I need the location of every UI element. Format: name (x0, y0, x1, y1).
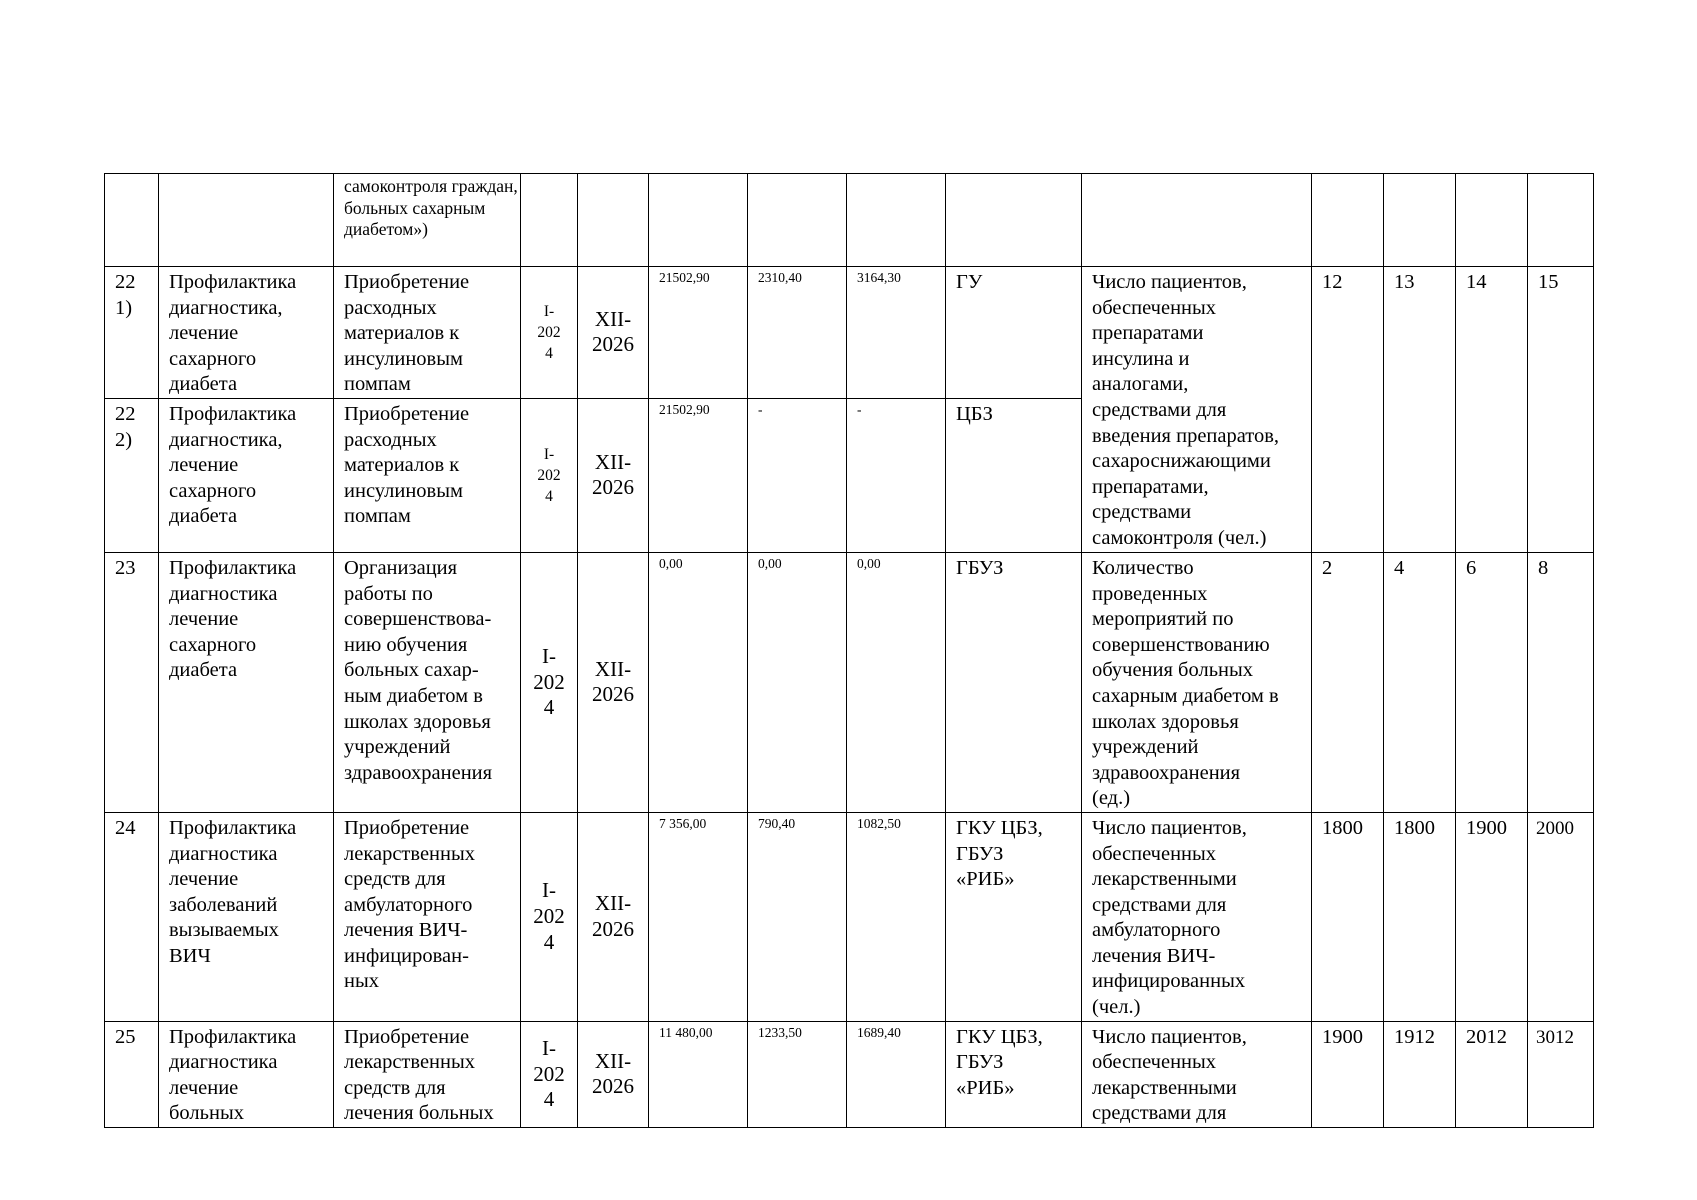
cell-amount-total: 21502,90 (649, 267, 748, 399)
cell-value-2: 1800 (1384, 812, 1456, 1021)
cell-activity: Организация работы по совершенствова- нию обучения больных сахар- ным диабетом в школах здоровья учреждений здравоохранения (334, 552, 521, 812)
cell-section: Профилактика диагностика лечение сахарного диабета (159, 552, 334, 812)
cell-value-4: 15 (1528, 267, 1594, 553)
cell-amount-2: 1233,50 (748, 1021, 847, 1127)
cell-start: I- 202 4 (521, 552, 578, 812)
cell-amount-3: 1082,50 (847, 812, 946, 1021)
cell-executor: ГКУ ЦБЗ, ГБУЗ «РИБ» (946, 1021, 1082, 1127)
cell-end: XII- 2026 (578, 812, 649, 1021)
cell-num: 22 1) (105, 267, 159, 399)
cell-end: XII- 2026 (578, 1021, 649, 1127)
table-row (105, 812, 1594, 1021)
cell-amount-total: 0,00 (649, 552, 748, 812)
cell-executor: ГУ (946, 267, 1082, 399)
cell-activity: Приобретение лекарственных средств для лечения больных (334, 1021, 521, 1127)
cell-value-2: 13 (1384, 267, 1456, 553)
cell-value-4: 8 (1528, 552, 1594, 812)
cell-activity: самоконтроля граждан, больных сахарным диабетом») (334, 174, 521, 267)
cell-start: I- 202 4 (521, 812, 578, 1021)
cell-value-1: 2 (1312, 552, 1384, 812)
cell-section: Профилактика диагностика, лечение сахарного диабета (159, 398, 334, 552)
cell-amount-3: 3164,30 (847, 267, 946, 399)
cell-section: Профилактика диагностика, лечение сахарного диабета (159, 267, 334, 399)
cell-value-1: 1900 (1312, 1021, 1384, 1127)
cell-value-3: 14 (1456, 267, 1528, 553)
cell-value-3: 2012 (1456, 1021, 1528, 1127)
cell-num: 25 (105, 1021, 159, 1127)
cell-amount-total: 11 480,00 (649, 1021, 748, 1127)
cell-section (159, 174, 334, 267)
cell-section: Профилактика диагностика лечение больных (159, 1021, 334, 1127)
cell-num: 24 (105, 812, 159, 1021)
table-row-continuation (105, 174, 1594, 267)
cell-amount-total: 7 356,00 (649, 812, 748, 1021)
cell-executor: ЦБЗ (946, 398, 1082, 552)
cell-activity: Приобретение расходных материалов к инсулиновым помпам (334, 398, 521, 552)
cell-value-1: 1800 (1312, 812, 1384, 1021)
cell-activity: Приобретение лекарственных средств для амбулаторного лечения ВИЧ- инфицирован- ных (334, 812, 521, 1021)
cell-value-4: 2000 (1528, 812, 1594, 1021)
cell-indicator: Число пациентов, обеспеченных лекарственными средствами для (1082, 1021, 1312, 1127)
cell-start: I- 202 4 (521, 398, 578, 552)
cell-value-2: 1912 (1384, 1021, 1456, 1127)
cell-indicator: Число пациентов, обеспеченных препаратами инсулина и аналогами, средствами для введения препаратов, сахароснижающими препаратами, средствами самоконтроля (чел.) (1082, 267, 1312, 553)
cell-value-3: 6 (1456, 552, 1528, 812)
cell-value-2: 4 (1384, 552, 1456, 812)
cell-num (105, 174, 159, 267)
cell-amount-2: - (748, 398, 847, 552)
cell-end: XII- 2026 (578, 552, 649, 812)
cell-amount-3: 1689,40 (847, 1021, 946, 1127)
cell-indicator: Количество проведенных мероприятий по совершенствованию обучения больных сахарным диабетом в школах здоровья учреждений здравоохранения (ед.) (1082, 552, 1312, 812)
table-row (105, 552, 1594, 812)
cell-end: XII- 2026 (578, 267, 649, 399)
cell-amount-2: 0,00 (748, 552, 847, 812)
table-row (105, 267, 1594, 399)
cell-start: I- 202 4 (521, 267, 578, 399)
cell-value-4: 3012 (1528, 1021, 1594, 1127)
program-activities-table (104, 173, 1594, 1128)
cell-section: Профилактика диагностика лечение заболеваний вызываемых ВИЧ (159, 812, 334, 1021)
cell-executor: ГКУ ЦБЗ, ГБУЗ «РИБ» (946, 812, 1082, 1021)
cell-value-1: 12 (1312, 267, 1384, 553)
cell-start: I- 202 4 (521, 1021, 578, 1127)
cell-num: 23 (105, 552, 159, 812)
cell-executor: ГБУЗ (946, 552, 1082, 812)
cell-amount-2: 790,40 (748, 812, 847, 1021)
cell-amount-3: 0,00 (847, 552, 946, 812)
cell-num: 22 2) (105, 398, 159, 552)
cell-value-3: 1900 (1456, 812, 1528, 1021)
cell-amount-2: 2310,40 (748, 267, 847, 399)
cell-amount-3: - (847, 398, 946, 552)
table-row (105, 1021, 1594, 1127)
cell-activity: Приобретение расходных материалов к инсулиновым помпам (334, 267, 521, 399)
cell-indicator: Число пациентов, обеспеченных лекарственными средствами для амбулаторного лечения ВИЧ- инфицированных (чел.) (1082, 812, 1312, 1021)
cell-amount-total: 21502,90 (649, 398, 748, 552)
cell-end: XII- 2026 (578, 398, 649, 552)
